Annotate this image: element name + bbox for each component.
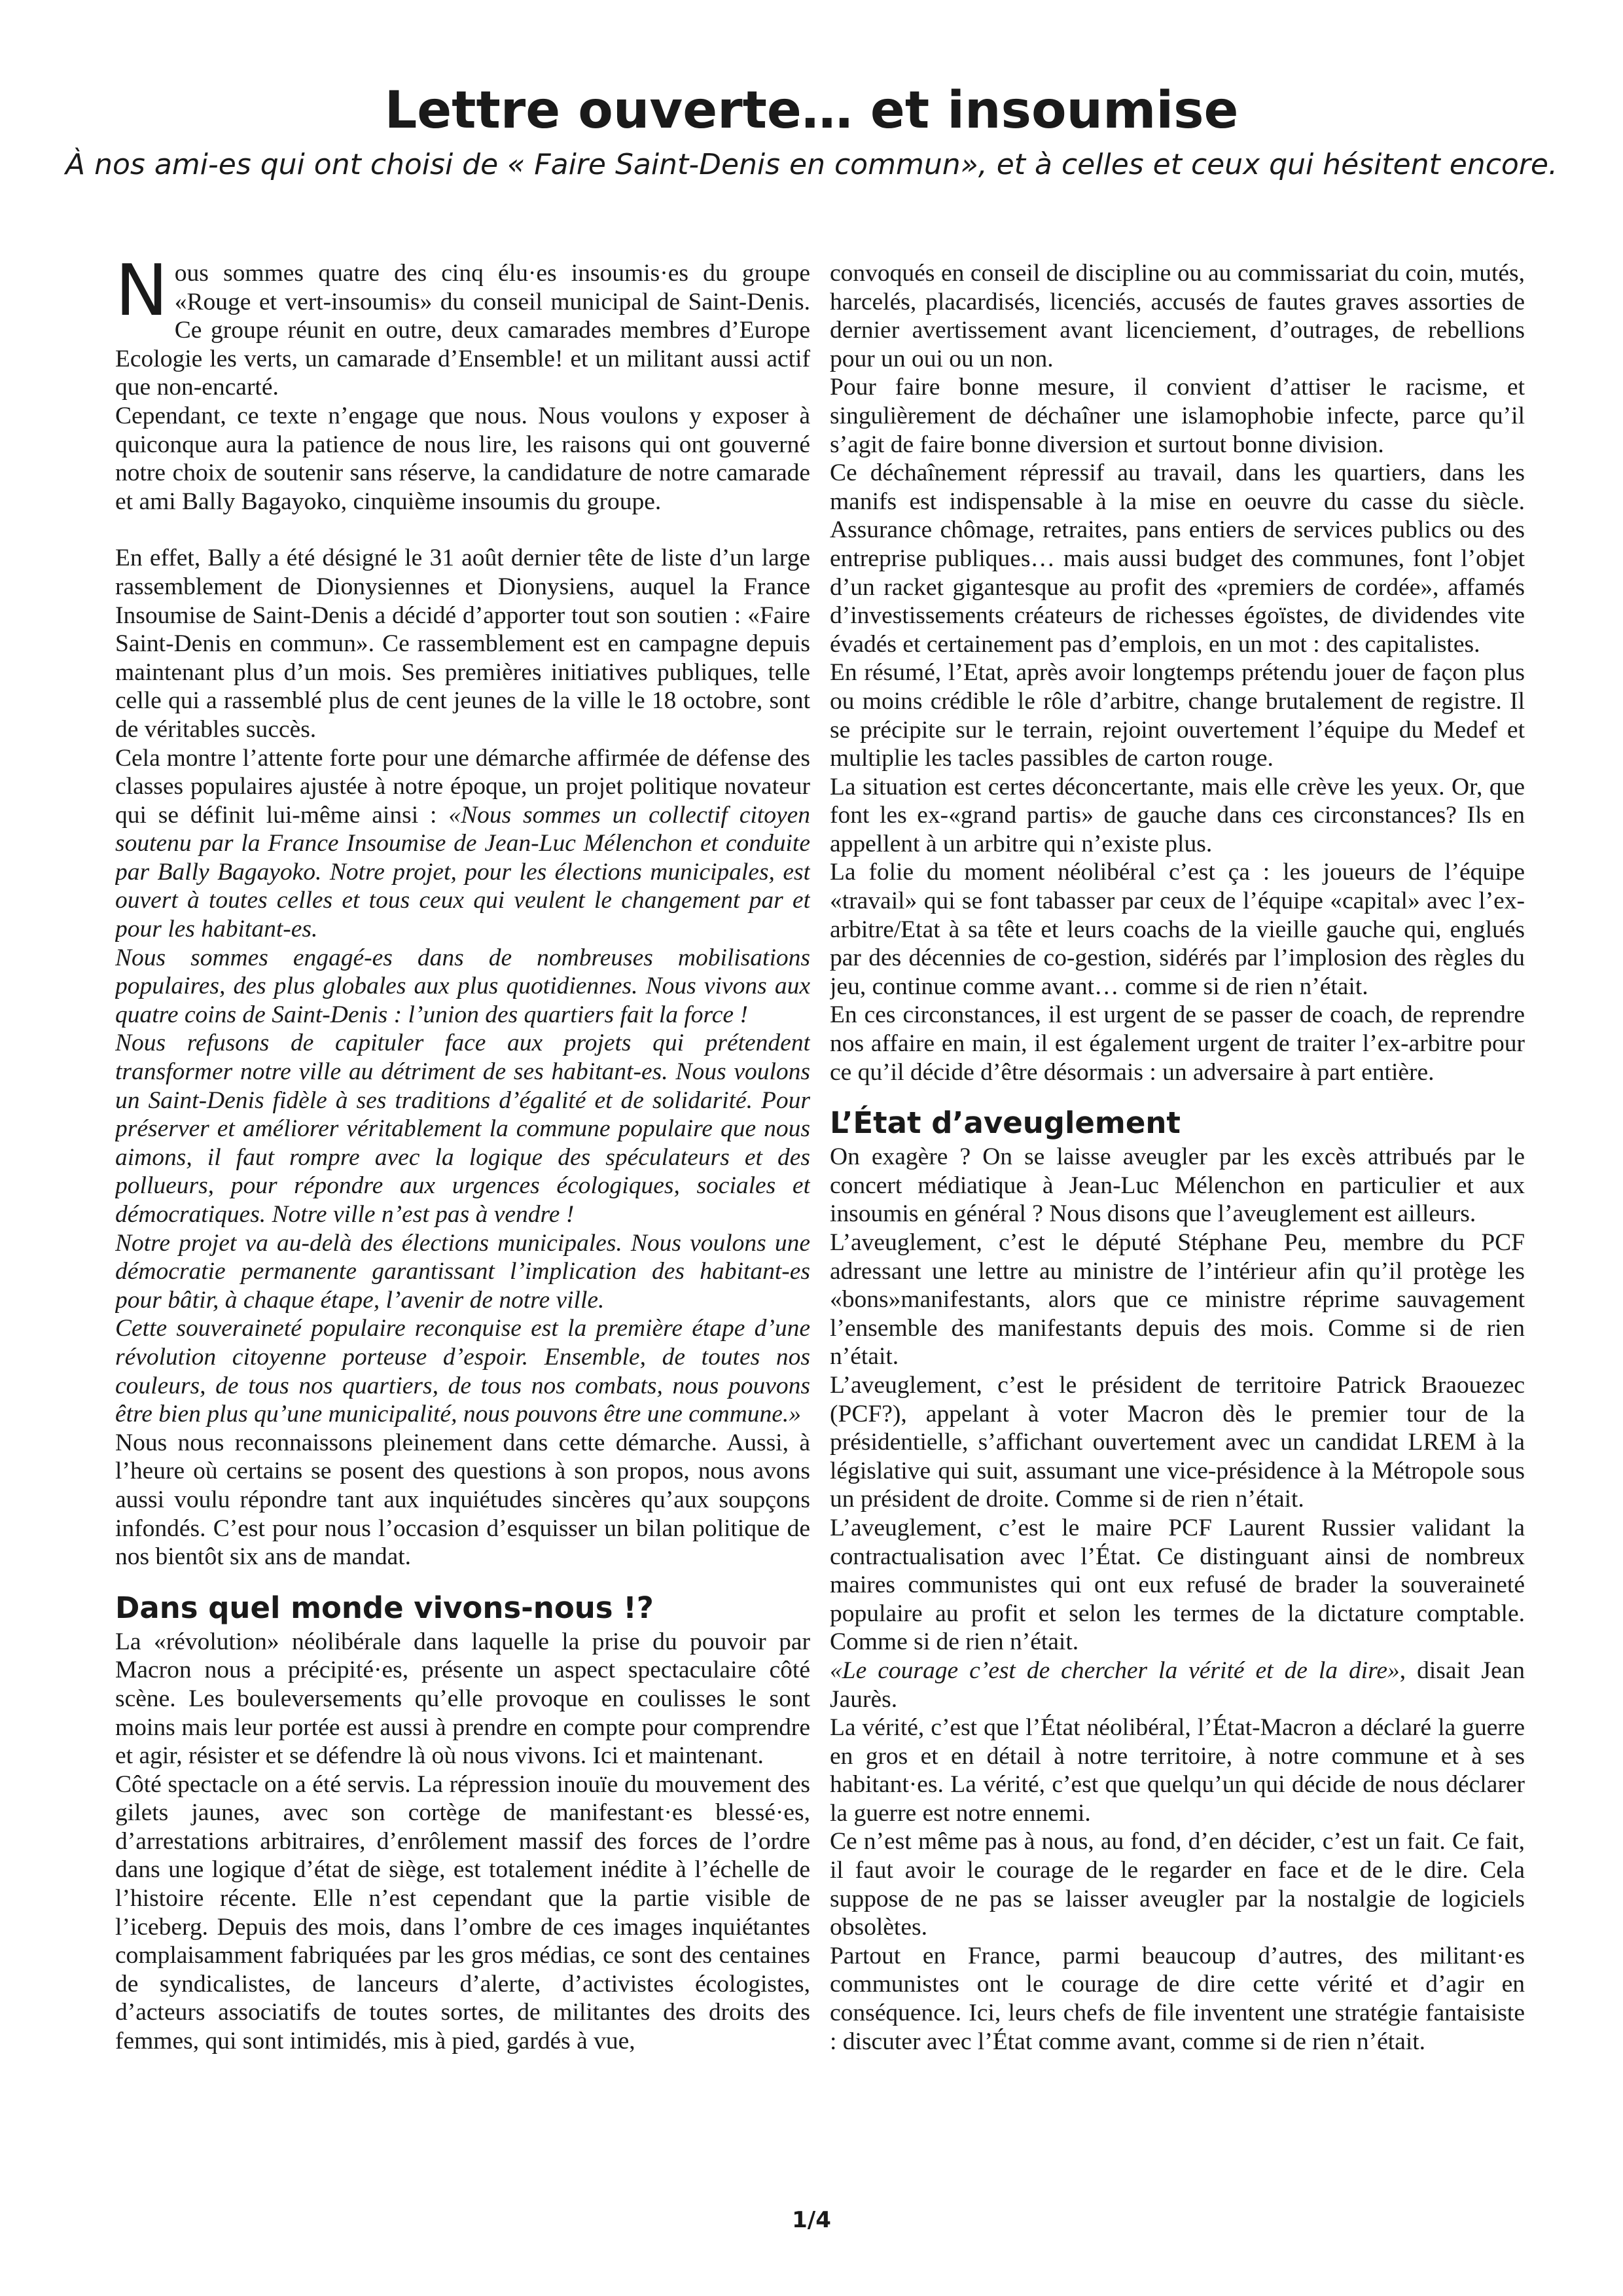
paragraph: Côté spectacle on a été servis. La répression inouïe du mouvement des gilets jaunes, avec son cortège de manifestant·es blessé·es, d’arrestations arbitraires, d’enrôlement massif des forces de l’ordre dans une logique d’état de siège, est totalement inédite à l’échelle de l’histoire récente. Elle n’est cependant que la partie visible de l’iceberg. Depuis des mois, dans l’ombre de ces images inquiétantes complaisamment fabriquées par les gros médias, ce sont des centaines de syndicalistes, de lanceurs d’alerte, d’activistes écologistes, d’acteurs associatifs de toutes sortes, de militantes des droits des femmes, qui sont intimidés, mis à pied, gardés à vue, (115, 1770, 810, 2055)
paragraph: convoqués en conseil de discipline ou au commissariat du coin, mutés, harcelés, placardisés, licenciés, accusés de fautes graves assorties de dernier avertissement avant licenciement, d’outrages, de rebellions pour un oui ou un non. (830, 260, 1525, 372)
paragraph: La vérité, c’est que l’État néolibéral, l’État-Macron a déclaré la guerre en gros et en détail à notre territoire, à notre commune et à ses habitant·es. La vérité, c’est que quelqu’un qui décide de nous déclarer la guerre est notre ennemi. (830, 1714, 1525, 1827)
paragraph: La folie du moment néolibéral c’est ça : les joueurs de l’équipe «travail» qui se font tabasser par ceux de l’équipe «capital» avec l’ex-arbitre/Etat à sa tête et leurs coachs de la vieille gauche qui, englués par des décennies de co-gestion, sidérés par l’implosion des règles du jeu, continue comme avant… comme si de rien n’était. (830, 859, 1525, 1000)
section-heading: L’État d’aveuglement (830, 1105, 1181, 1141)
paragraph: Cependant, ce texte n’engage que nous. Nous voulons y exposer à quiconque aura la patience de nous lire, les raisons qui ont gouverné notre choix de soutenir sans réserve, la candidature de notre camarade et ami Bally Bagayoko, cinquième insoumis du groupe. (115, 402, 810, 515)
paragraph-text: ous sommes quatre des cinq élu·es insoumis·es du groupe «Rouge et vert-insoumis» du conseil municipal de Saint-Denis. Ce groupe réunit en outre, deux camarades membres d’Europe Ecologie les verts, un camarade d’Ensemble! et un militant aussi actif que non-encarté. (115, 260, 810, 401)
paragraph (115, 744, 810, 944)
page-subtitle: À nos ami-es qui ont choisi de « Faire Saint-Denis en commun», et à celles et ceux qui hésitent encore. (65, 148, 1558, 181)
section-heading: Dans quel monde vivons-nous !? (115, 1590, 654, 1625)
quote-paragraph: Cette souveraineté populaire reconquise est la première étape d’une révolution citoyenne porteuse d’espoir. Ensemble, de toutes nos couleurs, de tous nos quartiers, de tous nos combats, nous pouvons être bien plus qu’une municipalité, nous pouvons être une commune.» (115, 1315, 810, 1428)
paragraph-text: , disait Jean Jaurès. (830, 1657, 1525, 1713)
paragraph: Ce déchaînement répressif au travail, dans les quartiers, dans les manifs est indispensable à la mise en oeuvre du casse du siècle. Assurance chômage, retraites, pans entiers de services publics ou des entreprise publiques… mais aussi budget des communes, font l’objet d’un racket gigantesque au profit des «premiers de cordée», affamés d’investissements créateurs de richesses égoïstes, de dividendes vite évadés et certainement pas d’emplois, en un mot : des capitalistes. (830, 459, 1525, 658)
left-column (115, 259, 810, 2242)
quote-paragraph: Notre projet va au-delà des élections municipales. Nous voulons une démocratie permanente garantissant l’implication des habitant-es pour bâtir, à chaque étape, l’avenir de notre ville. (115, 1229, 810, 1314)
paragraph: Pour faire bonne mesure, il convient d’attiser le racisme, et singulièrement de déchaîner une islamophobie infecte, parce qu’il s’agit de faire bonne diversion et surtout bonne division. (830, 374, 1525, 458)
paragraph: Partout en France, parmi beaucoup d’autres, des militant·es communistes ont le courage de dire cette vérité et d’agir en conséquence. Ici, leurs chefs de file inventent une stratégie fantaisiste : discuter avec l’État comme avant, comme si de rien n’était. (830, 1942, 1525, 2055)
paragraph: La «révolution» néolibérale dans laquelle la prise du pouvoir par Macron nous a précipité·es, présente un aspect spectaculaire côté scène. Les bouleversements qu’elle provoque en coulisses le sont moins mais leur portée est aussi à prendre en compte pour comprendre et agir, résister et se défendre là où nous vivons. Ici et maintenant. (115, 1628, 810, 1770)
paragraph: En effet, Bally a été désigné le 31 août dernier tête de liste d’un large rassemblement de Dionysiennes et Dionysiens, auquel la France Insoumise de Saint-Denis a décidé d’apporter tout son soutien : «Faire Saint-Denis en commun». Ce rassemblement est en campagne depuis maintenant plus d’un mois. Ses premières initiatives publiques, telle celle qui a rassemblé plus de cent jeunes de la ville le 18 octobre, sont de véritables succès. (115, 545, 810, 743)
paragraph: Ce n’est même pas à nous, au fond, d’en décider, c’est un fait. Ce fait, il faut avoir le courage de le regarder en face et de le dire. Cela suppose de ne pas se laisser aveugler par la nostalgie de logiciels obsolètes. (830, 1828, 1525, 1941)
quote-text: «Nous sommes un collectif citoyen soutenu par la France Insoumise de Jean-Luc Mélenchon et conduite par Bally Bagayoko. Notre projet, pour les élections municipales, est ouvert à toutes celles et tous ceux qui veulent le changement par et pour les habitant-es. (115, 801, 810, 943)
page-title: Lettre ouverte… et insoumise (384, 81, 1239, 140)
quote-paragraph: Nous refusons de capituler face aux projets qui prétendent transformer notre ville au détriment de ses habitant-es. Nous voulons un Saint-Denis fidèle à ses traditions d’égalité et de solidarité. Pour préserver et améliorer véritablement la commune populaire que nous aimons, il faut rompre avec la logique des spéculateurs et des pollueurs, pour répondre aux urgences écologiques, sociales et démocratiques. Notre ville n’est pas à vendre ! (115, 1030, 810, 1228)
paragraph: En résumé, l’Etat, après avoir longtemps prétendu jouer de façon plus ou moins crédible le rôle d’arbitre, change brutalement de registre. Il se précipite sur le terrain, rejoint ouvertement l’équipe du Medef et multiplie les tacles passibles de carton rouge. (830, 659, 1525, 772)
paragraph: Nous nous reconnaissons pleinement dans cette démarche. Aussi, à l’heure où certains se posent des questions à son propos, nous avons aussi voulu répondre tant aux inquiétudes sincères qu’aux soupçons infondés. C’est pour nous l’occasion d’esquisser un bilan politique de nos bientôt six ans de mandat. (115, 1429, 810, 1571)
paragraph: L’aveuglement, c’est le président de territoire Patrick Braouezec (PCF?), appelant à voter Macron dès le premier tour de la présidentielle, s’affichant ouvertement avec un candidat LREM à la législative qui suit, assumant une vice-présidence à la Métropole sous un président de droite. Comme si de rien n’était. (830, 1371, 1525, 1513)
paragraph: On exagère ? On se laisse aveugler par les excès attribués par le concert médiatique à Jean-Luc Mélenchon en particulier et aux insoumis en général ? Nous disons que l’aveuglement est ailleurs. (830, 1143, 1525, 1228)
quote-paragraph: Nous sommes engagé-es dans de nombreuses mobilisations populaires, des plus globales aux plus quotidiennes. Nous vivons aux quatre coins de Saint-Denis : l’union des quartiers fait la force ! (115, 944, 810, 1028)
paragraph-text: Cela montre l’attente forte pour une démarche affirmée de défense des classes populaires ajustée à notre époque, un projet politique novateur qui se définit lui-même ainsi : (115, 744, 810, 829)
quote-text: «Le courage c’est de chercher la vérité et de la dire» (830, 1657, 1400, 1684)
intro-paragraph (115, 259, 810, 402)
paragraph: En ces circonstances, il est urgent de se passer de coach, de reprendre nos affaire en main, il est également urgent de traiter l’ex-arbitre pour ce qu’il décide d’être désormais : un adversaire à part entière. (830, 1001, 1525, 1086)
right-column (830, 259, 1525, 2242)
paragraph (830, 1657, 1525, 1713)
paragraph: L’aveuglement, c’est le maire PCF Laurent Russier validant la contractualisation avec l’État. Ce distinguant ainsi de nombreux maires communistes qui ont eux refusé de brader la souveraineté populaire au profit et selon les termes de la dictature comptable. Comme si de rien n’était. (830, 1514, 1525, 1656)
paragraph: La situation est certes déconcertante, mais elle crève les yeux. Or, que font les ex-«grand partis» de gauche dans ces circonstances? Ils en appellent à un arbitre qui n’existe plus. (830, 773, 1525, 857)
paragraph: L’aveuglement, c’est le député Stéphane Peu, membre du PCF adressant une lettre au ministre de l’intérieur afin qu’il protège les «bons»manifestants, alors que ce ministre réprime sauvagement l’ensemble des manifestants depuis des mois. Comme si de rien n’était. (830, 1229, 1525, 1371)
page-number: 1/4 (792, 2207, 831, 2233)
drop-cap: N (115, 259, 168, 332)
